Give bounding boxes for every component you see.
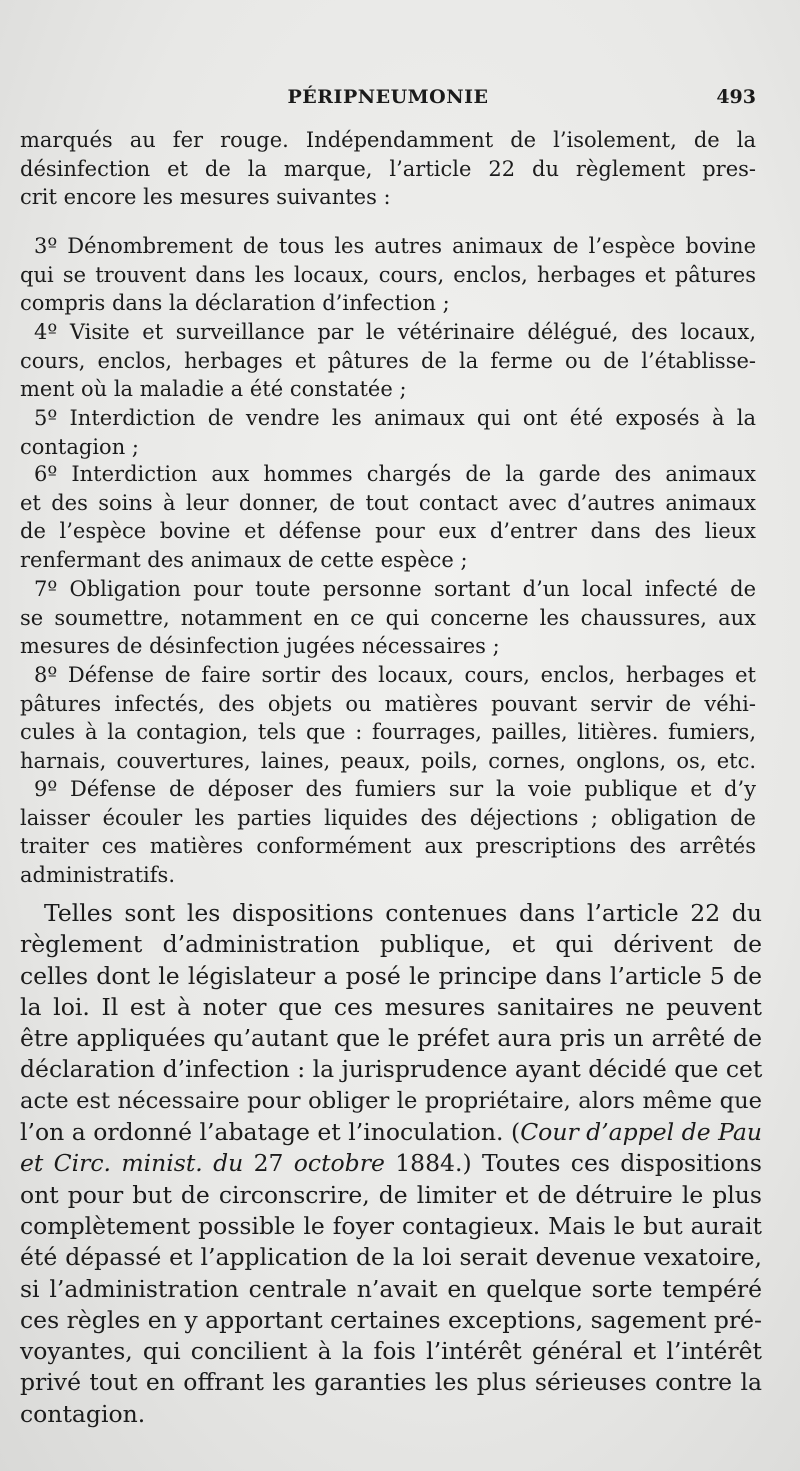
citation-year: 1884. [395, 1149, 463, 1178]
measure-item-8 [20, 661, 756, 775]
text-line: de l’espèce bovine et défense pour eux d’entrer dans des lieux [20, 519, 756, 543]
measure-item-4 [20, 318, 756, 404]
text-line: mesures de désinfection jugées nécessaires ; [20, 634, 500, 658]
text-line: Telles sont les dispositions contenues dans l’article 22 du [44, 899, 762, 927]
text-line: acte est nécessaire pour obliger le propriétaire, alors même que [20, 1087, 762, 1114]
text-line: celles dont le législateur a posé le principe dans l’article 5 de [20, 961, 762, 990]
text-line: renfermant des animaux de cette espèce ; [20, 547, 468, 572]
citation-line-1 [20, 1117, 762, 1148]
text-span: l’on a ordonné l’abatage et l’inoculation. [20, 1118, 504, 1147]
text-line: cours, enclos, herbages et pâtures de la ferme ou de l’établisse- [20, 348, 756, 373]
citation-month: octobre [293, 1149, 385, 1178]
text-line: traiter ces matières conformément aux prescriptions des arrêtés [20, 834, 756, 858]
text-line: qui se trouvent dans les locaux, cours, enclos, herbages et pâtures [20, 262, 756, 287]
text-line: harnais, couvertures, laines, peaux, poils, cornes, onglons, os, etc. [20, 748, 756, 773]
citation-day: 27 [253, 1149, 284, 1178]
text-line: voyantes, qui concilient à la fois l’intérêt général et l’intérêt [20, 1337, 762, 1366]
text-line: marqués au fer rouge. Indépendamment de l’isolement, de la [20, 128, 756, 152]
text-line: 7º Obligation pour toute personne sortant d’un local infecté de [34, 577, 756, 601]
measure-item-6 [20, 460, 756, 574]
text-line: contagion ; [20, 434, 139, 459]
measure-item-7 [20, 575, 756, 661]
measure-item-3 [20, 232, 756, 318]
measure-item-9 [20, 775, 756, 889]
text-line: et des soins à leur donner, de tout contact avec d’autres animaux [20, 490, 756, 515]
text-line: ont pour but de circonscrire, de limiter et de détruire le plus [20, 1180, 762, 1209]
citation-line-2 [20, 1148, 762, 1179]
text-line: privé tout en offrant les garanties les plus sérieuses contre la [20, 1368, 762, 1397]
citation-close: ) [462, 1149, 472, 1178]
text-line: être appliquées qu’autant que le préfet aura pris un arrêté de [20, 1024, 762, 1053]
text-line: été dépassé et l’application de la loi serait devenue vexatoire, [20, 1243, 762, 1272]
text-line: se soumettre, notamment en ce qui concerne les chaussures, aux [20, 605, 756, 630]
running-header [20, 86, 756, 112]
text-line: la loi. Il est à noter que ces mesures sanitaires ne peuvent [20, 992, 762, 1021]
citation-court: Cour d’appel de Pau [520, 1118, 762, 1147]
text-line: ces règles en y apportant certaines exceptions, sagement pré- [20, 1305, 762, 1334]
intro-paragraph [20, 126, 756, 212]
text-line: règlement d’administration publique, et qui dérivent de [20, 930, 762, 959]
text-line: ment où la maladie a été constatée ; [20, 377, 407, 401]
text-line: laisser écouler les parties liquides des déjections ; obligation de [20, 805, 756, 830]
text-line: crit encore les mesures suivantes : [20, 185, 391, 209]
citation-open: ( [511, 1118, 521, 1147]
text-line: si l’administration centrale n’avait en quelque sorte tempéré [20, 1274, 762, 1303]
main-paragraph [20, 898, 762, 1430]
text-line: pâtures infectés, des objets ou matières pouvant servir de véhi- [20, 691, 756, 716]
text-line: cules à la contagion, tels que : fourrages, pailles, litières. fumiers, [20, 720, 756, 744]
text-line: désinfection et de la marque, l’article 22 du règlement pres- [20, 156, 756, 181]
citation-circular: et Circ. minist. du [20, 1149, 244, 1178]
measure-item-5 [20, 404, 756, 461]
text-line: contagion. [20, 1399, 146, 1428]
text-line: compris dans la déclaration d’infection ; [20, 291, 450, 315]
text-line: 8º Défense de faire sortir des locaux, cours, enclos, herbages et [34, 663, 756, 687]
page-number: 493 [716, 86, 756, 108]
chapter-title: PÉRIPNEUMONIE [287, 86, 489, 108]
text-line: complètement possible le foyer contagieux. Mais le but aurait [20, 1211, 762, 1240]
text-line: 9º Défense de déposer des fumiers sur la voie publique et d’y [34, 777, 756, 801]
text-line: 4º Visite et surveillance par le vétérinaire délégué, des locaux, [34, 320, 756, 344]
text-line: administratifs. [20, 862, 175, 887]
text-line: 3º Dénombrement de tous les autres animaux de l’espèce bovine [34, 234, 756, 258]
text-line: 5º Interdiction de vendre les animaux qui ont été exposés à la [34, 406, 756, 430]
text-span: Toutes ces dispositions [481, 1149, 762, 1178]
text-line: déclaration d’infection : la jurisprudence ayant décidé que cet [20, 1055, 763, 1084]
text-line: 6º Interdiction aux hommes chargés de la garde des animaux [34, 462, 756, 486]
